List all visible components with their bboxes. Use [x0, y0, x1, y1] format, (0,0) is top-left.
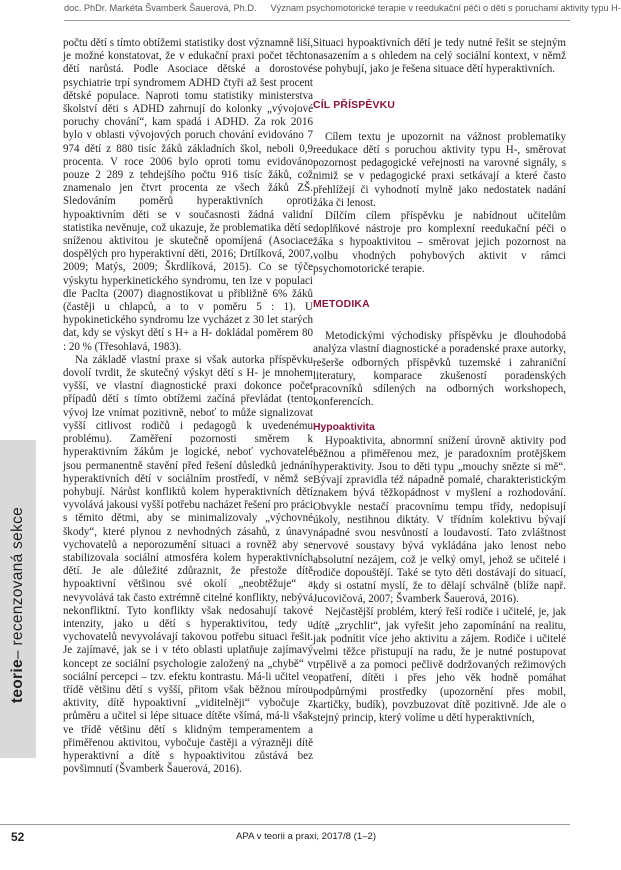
side-label-bold: teorie [9, 659, 27, 704]
hypoactivity-heading: Hypoaktivita [313, 422, 375, 434]
section-side-label [7, 460, 29, 750]
method-heading: METODIKA [313, 299, 370, 311]
header-article-title: Význam psychomotorické terapie v reedukační péči o děti s poruchami aktivity typu H- [270, 3, 621, 13]
footer-divider [0, 824, 570, 825]
side-label-rest: – recenzovaná sekce [9, 506, 27, 660]
header-divider [64, 20, 570, 21]
aim-heading: CÍL PŘÍSPĚVKU [313, 99, 396, 111]
body-paragraph: Cílem textu je upozornit na vážnost problematiky reedukace dětí s poruchou aktivity typu H-, směrovat pozornost pedagogické veřejnosti na varovné signály, s nimiž se v pedagogické praxi setkávají a které často přehlížejí či vyhodnotí mylně jako nedostatek nadání žáka či lenost. [313, 130, 566, 209]
body-paragraph: Hypoaktivita, abnormní snížení úrovně aktivity pod běžnou a přiměřenou mez, je paradoxním protějškem hyperaktivity. Jsou to děti typu „mouchy snězte si mě“. Bývají zpravidla též nápadně pomalé, charakteristickým znakem bývá těžkopádnost v myšlení a rozhodování. Obvykle nestačí pracovnímu tempu třídy, nedopisují úkoly, nestihnou diktáty. V třídním kolektivu bývají nápadné svou nesvůností a loudavostí. Tato zvláštnost nervové soustavy bývá vykládána jako lenost nebo absolutní nezájem, což je velký omyl, jehož se učitelé i rodiče dopouštějí. Také se tyto děti dostávají do situací, kdy si ostatní myslí, že to dělají schválně (blíže např. Jucovičová, 2007; Švamberk Šauerová, 2016). [313, 434, 566, 606]
right-column [313, 37, 566, 725]
page-number: 52 [11, 830, 25, 844]
running-head [64, 3, 621, 13]
body-paragraph: Na základě vlastní praxe si však autorka příspěvku dovolí tvrdit, že skutečný výskyt dětí s H- je mnohem vyšší, ve vlastní diagnostické praxi dokonce počet případů dětí s tímto obtížemi začíná převládat (tento vývoj lze vnímat pozitivně, neboť to může signalizovat vyšší citlivost rodičů i pedagogů k uvedenému problému). Zaměření pozornosti směrem k hyperaktivním žákům je logické, neboť vychovatelé jsou permanentně stavění před řešení důsledků jednání hyperaktivních dětí v sociálním prostředí, v němž se pohybují. Nárůst konfliktů kolem hyperaktivních dětí vyvolává jakousi vyšší potřebu nacházet řešení pro práci s těmito dětmi, aby se minimalizovaly „výchovné škody“, které plynou z nevhodných zásahů, z únavy vychovatelů a neporozumění situaci a rovněž aby se stabilizovala sociální atmosféra kolem hyperaktivních dětí. Je ale důležité zdůraznit, že přestože dítě hypoaktivní většinou své okolí „neobtěžuje“ a nevyvolává tak často extrémně citelné konflikty, nebývá nekonfliktní. Tyto konflikty však nedosahují takové intenzity, jako u dětí s hyperaktivitou, tedy u vychovatelů nevyvolávají takovou potřebu situaci řešit. Je zajímavé, jak se i v této oblasti uplatňuje zajímavý koncept ze sociální psychologie založený na „chybě“ v sociální percepci – tzv. efektu kontrastu. Má-li učitel ve třídě většinu dětí s vyšší, přitom však běžnou mírou aktivity, dítě hypoaktivní „viditelněji“ vybočuje z průměru a učitel si lépe situace dítěte všímá, má-li však ve třídě většinu dětí s klidným temperamentem a přiměřenou aktivitou, vybočuje častěji a výrazněji dítě hyperaktivní a dítě s hypoaktivitou zůstává bez povšimnutí (Švamberk Šauerová, 2016). [63, 353, 314, 776]
body-paragraph: Metodickými východisky příspěvku je dlouhodobá analýza vlastní diagnostické a poradenské praxe autorky, rešerše odborných příspěvků tuzemské i zahraniční literatury, komparace zkušeností poradenských pracovníků sdílených na odborných workshopech, konferencích. [313, 330, 566, 409]
body-paragraph: počtu dětí s tímto obtížemi statistiky dost významně liší, je možné konstatovat, že v edukační praxi počet těchto dětí narůstá. Podle Asociace dětské a dorostové psychiatrie trpí syndromem ADHD čtyři až šest procent dětské populace. Naproti tomu statistiky ministerstva školství děti s ADHD zahrnují do kolonky „vývojové poruchy chování“, kam spadá i ADHD. Za rok 2016 bylo v oblasti vývojových poruch chování evidováno 7 974 dětí z 880 tisíc žáků základních škol, neboli 0,9 procenta. V roce 2006 bylo oproti tomu evidováno pouze 2 289 z tehdejšího počtu 916 tisíc žáků, což znamenalo jen čtvrt procenta ze všech žáků ZŠ. Sledováním poměrů hyperaktivních oproti hypoaktivním děti se v současnosti žádná validní statistika nevěnuje, což ukazuje, že problematika dětí se sníženou aktivitou je skutečně opomíjená (Asociace dospělých pro hyperaktivní děti, 2016; Drtílková, 2007, 2009; Matýs, 2009; Škrdlíková, 2015). Co se týče výskytu hyperkinetického syndromu, ten lze v populaci dle Paclta (2007) diagnostikovat u přibližně 6% žáků (častěji u chlapců, a to v poměru 5 : 1). U hypokinetického syndromu lze vycházet z 30 let starých dat, kdy se výskyt dětí s H+ a H- dokládal poměrem 80 : 20 % (Třesohlavá, 1983). [63, 37, 313, 353]
body-paragraph: Dílčím cílem příspěvku je nabídnout učitelům doplňkové nástroje pro komplexní reedukační péči o žáka s hypoaktivitou – směrovat jejich pozornost na volbu vhodných pohybových aktivit v rámci psychomotorické terapie. [313, 210, 566, 275]
body-paragraph: Nejčastější problém, který řeší rodiče i učitelé, je, jak dítě „zrychlit“, jak vyřešit jeho zapomínání na realitu, jak podnítit více jeho aktivitu a zájem. Rodiče i učitelé velmi těžce přistupují na radu, že je nutné postupovat trpělivě a za pomoci pečlivě dodržovaných režimových opatření, dítěti i přes jeho věk hodně pomáhat podpůrnými prostředky (upozornění přes mobil, kartičky, budík), povzbuzovat dítě pozitivně. Jde ale o stejný princip, který volíme u dětí hyperaktivních, [313, 606, 566, 724]
left-column [63, 37, 313, 776]
header-author: doc. PhDr. Markéta Švamberk Šauerová, Ph.D. [64, 3, 257, 13]
intro-paragraph: Situaci hypoaktivních dětí je tedy nutné řešit se stejným nasazením a s ohledem na celý sociální kontext, v němž se pohybují, jako je řešena situace dětí hyperaktivních. [313, 37, 566, 76]
footer-journal: APA v teorii a praxi, 2017/8 (1–2) [236, 831, 377, 842]
